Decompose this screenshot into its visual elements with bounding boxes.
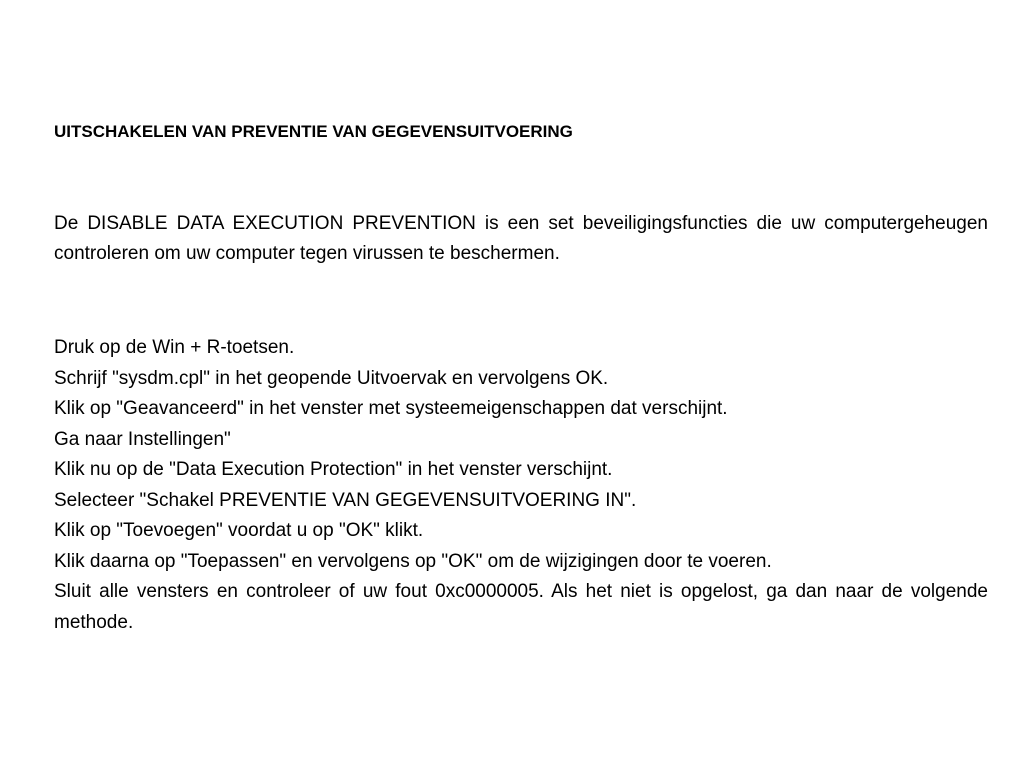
step-item: Klik daarna op "Toepassen" en vervolgens op "OK" om de wijzigingen door te voeren. bbox=[54, 550, 772, 572]
slide bbox=[54, 0, 988, 768]
step-item: Klik op "Geavanceerd" in het venster met systeemeigenschappen dat verschijnt. bbox=[54, 398, 728, 419]
slide-title: UITSCHAKELEN VAN PREVENTIE VAN GEGEVENSUITVOERING bbox=[54, 122, 573, 141]
step-item: Ga naar Instellingen" bbox=[54, 428, 231, 450]
step-item: Klik op "Toevoegen" voordat u op "OK" klikt. bbox=[54, 520, 424, 541]
step-item: Selecteer "Schakel PREVENTIE VAN GEGEVENSUITVOERING IN". bbox=[54, 489, 637, 511]
steps-list bbox=[54, 333, 988, 638]
step-item: Druk op de Win + R-toetsen. bbox=[54, 337, 295, 358]
intro-paragraph: De DISABLE DATA EXECUTION PREVENTION is een set beveiligingsfuncties die uw computergeheugen controleren om uw computer tegen virussen te beschermen. bbox=[54, 213, 988, 264]
step-item: Schrijf "sysdm.cpl" in het geopende Uitvoervak en vervolgens OK. bbox=[54, 367, 609, 389]
step-item: Klik nu op de "Data Execution Protection" in het venster verschijnt. bbox=[54, 459, 613, 480]
step-item: Sluit alle vensters en controleer of uw fout 0xc0000005. Als het niet is opgelost, ga dan naar de volgende methode. bbox=[54, 581, 988, 633]
